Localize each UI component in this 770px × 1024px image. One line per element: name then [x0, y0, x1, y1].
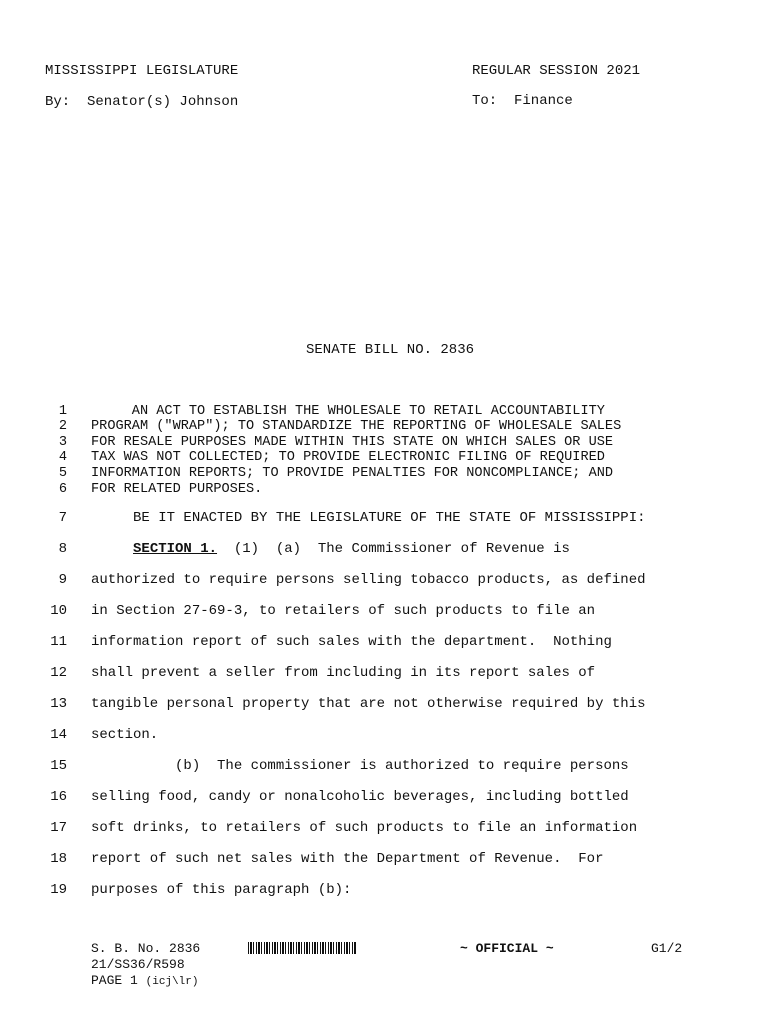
line-number: 10	[50, 603, 67, 619]
act-line: PROGRAM ("WRAP"); TO STANDARDIZE THE REPORTING OF WHOLESALE SALES	[91, 419, 622, 434]
line-number: 2	[58, 419, 67, 434]
body-line: selling food, candy or nonalcoholic beverages, including bottled	[91, 789, 629, 805]
body-line: report of such net sales with the Department of Revenue. For	[91, 851, 604, 867]
document-id: 21/SS36/R598	[91, 957, 185, 972]
page-number: PAGE 1	[91, 973, 138, 988]
section-label: SECTION 1.	[133, 541, 218, 557]
line-number: 18	[50, 851, 67, 867]
body-line: soft drinks, to retailers of such products to file an information	[91, 820, 638, 836]
page-number-line	[91, 973, 198, 990]
body-line: authorized to require persons selling tobacco products, as defined	[91, 572, 646, 588]
line-number: 9	[58, 572, 67, 588]
body-line: (b) The commissioner is authorized to require persons	[91, 758, 629, 774]
line-number: 15	[50, 758, 67, 774]
act-line: FOR RESALE PURPOSES MADE WITHIN THIS STATE ON WHICH SALES OR USE	[91, 435, 614, 450]
sponsor-line: By: Senator(s) Johnson	[45, 94, 239, 110]
line-number: 7	[58, 510, 67, 526]
line-number: 5	[58, 466, 67, 481]
committee-line: To: Finance	[472, 93, 573, 109]
body-line: information report of such sales with the department. Nothing	[91, 634, 612, 650]
line-number: 12	[50, 665, 67, 681]
line-number: 14	[50, 727, 67, 743]
line-number: 19	[50, 882, 67, 898]
legislature-name: MISSISSIPPI LEGISLATURE	[45, 63, 239, 79]
line-number: 4	[58, 450, 67, 465]
session-name: REGULAR SESSION 2021	[472, 63, 641, 79]
body-line: in Section 27-69-3, to retailers of such products to file an	[91, 603, 596, 619]
body-line: tangible personal property that are not otherwise required by this	[91, 696, 646, 712]
body-line: shall prevent a seller from including in its report sales of	[91, 665, 596, 681]
body-line: purposes of this paragraph (b):	[91, 882, 352, 898]
act-line: INFORMATION REPORTS; TO PROVIDE PENALTIES FOR NONCOMPLIANCE; AND	[91, 466, 614, 481]
line-number: 6	[58, 482, 67, 497]
enacting-clause: BE IT ENACTED BY THE LEGISLATURE OF THE STATE OF MISSISSIPPI:	[91, 510, 646, 526]
section-text: (1) (a) The Commissioner of Revenue is	[217, 541, 570, 557]
line-number: 11	[50, 634, 67, 650]
section-indent	[91, 541, 133, 557]
line-number: 17	[50, 820, 67, 836]
line-number: 16	[50, 789, 67, 805]
line-number: 3	[58, 435, 67, 450]
act-line: AN ACT TO ESTABLISH THE WHOLESALE TO RETAIL ACCOUNTABILITY	[91, 404, 605, 419]
page-code: G1/2	[651, 941, 683, 956]
official-mark: ~ OFFICIAL ~	[460, 941, 554, 956]
page-note: (icj\lr)	[145, 976, 199, 988]
act-line: TAX WAS NOT COLLECTED; TO PROVIDE ELECTRONIC FILING OF REQUIRED	[91, 450, 605, 465]
body-line: section.	[91, 727, 159, 743]
line-number: 8	[58, 541, 67, 557]
act-line: FOR RELATED PURPOSES.	[91, 482, 263, 497]
line-number: 1	[58, 404, 67, 419]
line-number: 13	[50, 696, 67, 712]
bill-title: SENATE BILL NO. 2836	[305, 342, 475, 358]
section-line	[91, 541, 570, 557]
bill-reference: S. B. No. 2836	[91, 941, 201, 956]
barcode-image	[248, 942, 356, 954]
